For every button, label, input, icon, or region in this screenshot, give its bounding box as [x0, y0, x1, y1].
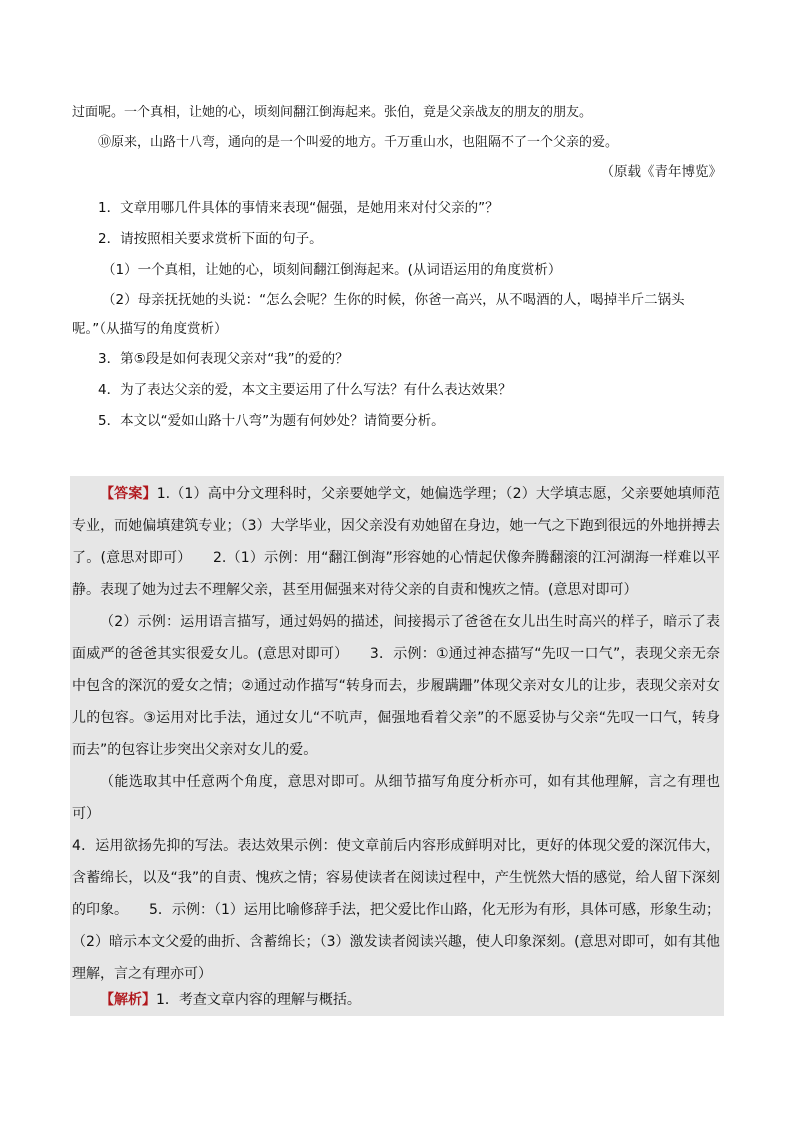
question-2-1: （1）一个真相，让她的心，顷刻间翻江倒海起来。(从词语运用的角度赏析）: [102, 262, 562, 278]
answer-paragraph-1: [72, 478, 720, 606]
analysis-section: [72, 984, 720, 1016]
answer-text-1: 1.（1）高中分文理科时，父亲要她学文，她偏选学理；（2）大学填志愿，父亲要她填师范专业，而她偏填建筑专业；（3）大学毕业，因父亲没有劝她留在身边，她一气之下跑到很远的外地拼搏去了。(意思对即可） 2.（1）示例：用“翻江倒海”形容她的心情起伏像奔腾翻滚的江河湖海一样难以平静。表现了她为过去不理解父亲，甚至用倔强来对待父亲的自责和愧疚之情。(意思对即可）: [72, 486, 721, 598]
story-line-1: 过面呢。一个真相，让她的心，顷刻间翻江倒海起来。张伯，竟是父亲战友的朋友的朋友。: [72, 105, 593, 120]
analysis-tag: 【解析】: [100, 992, 156, 1008]
answer-paragraph-3: （能选取其中任意两个角度，意思对即可。从细节描写角度分析亦可，如有其他理解，言之有理也可）: [72, 774, 720, 822]
answer-paragraph-2: （2）示例：运用语言描写，通过妈妈的描述，间接揭示了爸爸在女儿出生时高兴的样子，暗示了表面威严的爸爸其实很爱女儿。(意思对即可） 3．示例：①通过神态描写“先叹一口气”，表现父亲无奈中包含的深沉的爱女之情；②通过动作描写“转身而去，步履蹒跚”体现父亲对女儿的让步，表现父亲对女儿的包容。③运用对比手法，通过女儿“不吭声，倔强地看着父亲”的不愿妥协与父亲“先叹一口气，转身而去”的包容让步突出父亲对女儿的爱。: [72, 614, 720, 758]
answer-section: [72, 478, 720, 990]
story-excerpt: [72, 100, 724, 156]
answer-paragraph-4: 4．运用欲扬先抑的写法。表达效果示例：使文章前后内容形成鲜明对比，更好的体现父爱的深沉伟大，含蓄绵长，以及“我”的自责、愧疚之情；容易使读者在阅读过程中，产生恍然大悟的感觉，给人留下深刻的印象。 5．示例：（1）运用比喻修辞手法，把父爱比作山路，化无形为有形，具体可感，形象生动；（2）暗示本文父爱的曲折、含蓄绵长；（3）激发读者阅读兴趣，使人印象深刻。(意思对即可，如有其他理解，言之有理亦可）: [72, 838, 720, 982]
question-3: 3．第⑤段是如何表现父亲对“我”的爱的？: [98, 351, 349, 367]
question-2-2: （2）母亲抚抚她的头说：“怎么会呢？生你的时候，你爸一高兴，从不喝酒的人，喝掉半斤二锅头呢。”（从描写的角度赏析）: [72, 292, 685, 337]
answer-tag: 【答案】: [100, 486, 157, 502]
story-source: （原载《青年博览》: [600, 164, 722, 180]
analysis-paragraph: [72, 984, 720, 1016]
analysis-text: 1．考查文章内容的理解与概括。: [156, 992, 361, 1008]
story-paragraph-10: ⑩原来，山路十八弯，通向的是一个叫爱的地方。千万重山水，也阻隔不了一个父亲的爱。: [98, 135, 619, 150]
question-1: 1．文章用哪几件具体的事情来表现“倔强，是她用来对付父亲的”？: [98, 200, 499, 216]
question-5: 5．本文以“爱如山路十八弯”为题有何妙处？请简要分析。: [98, 413, 445, 429]
question-list: [72, 193, 724, 437]
question-4: 4．为了表达父亲的爱，本文主要运用了什么写法？有什么表达效果？: [98, 382, 512, 398]
question-2: 2．请按照相关要求赏析下面的句子。: [98, 231, 323, 247]
